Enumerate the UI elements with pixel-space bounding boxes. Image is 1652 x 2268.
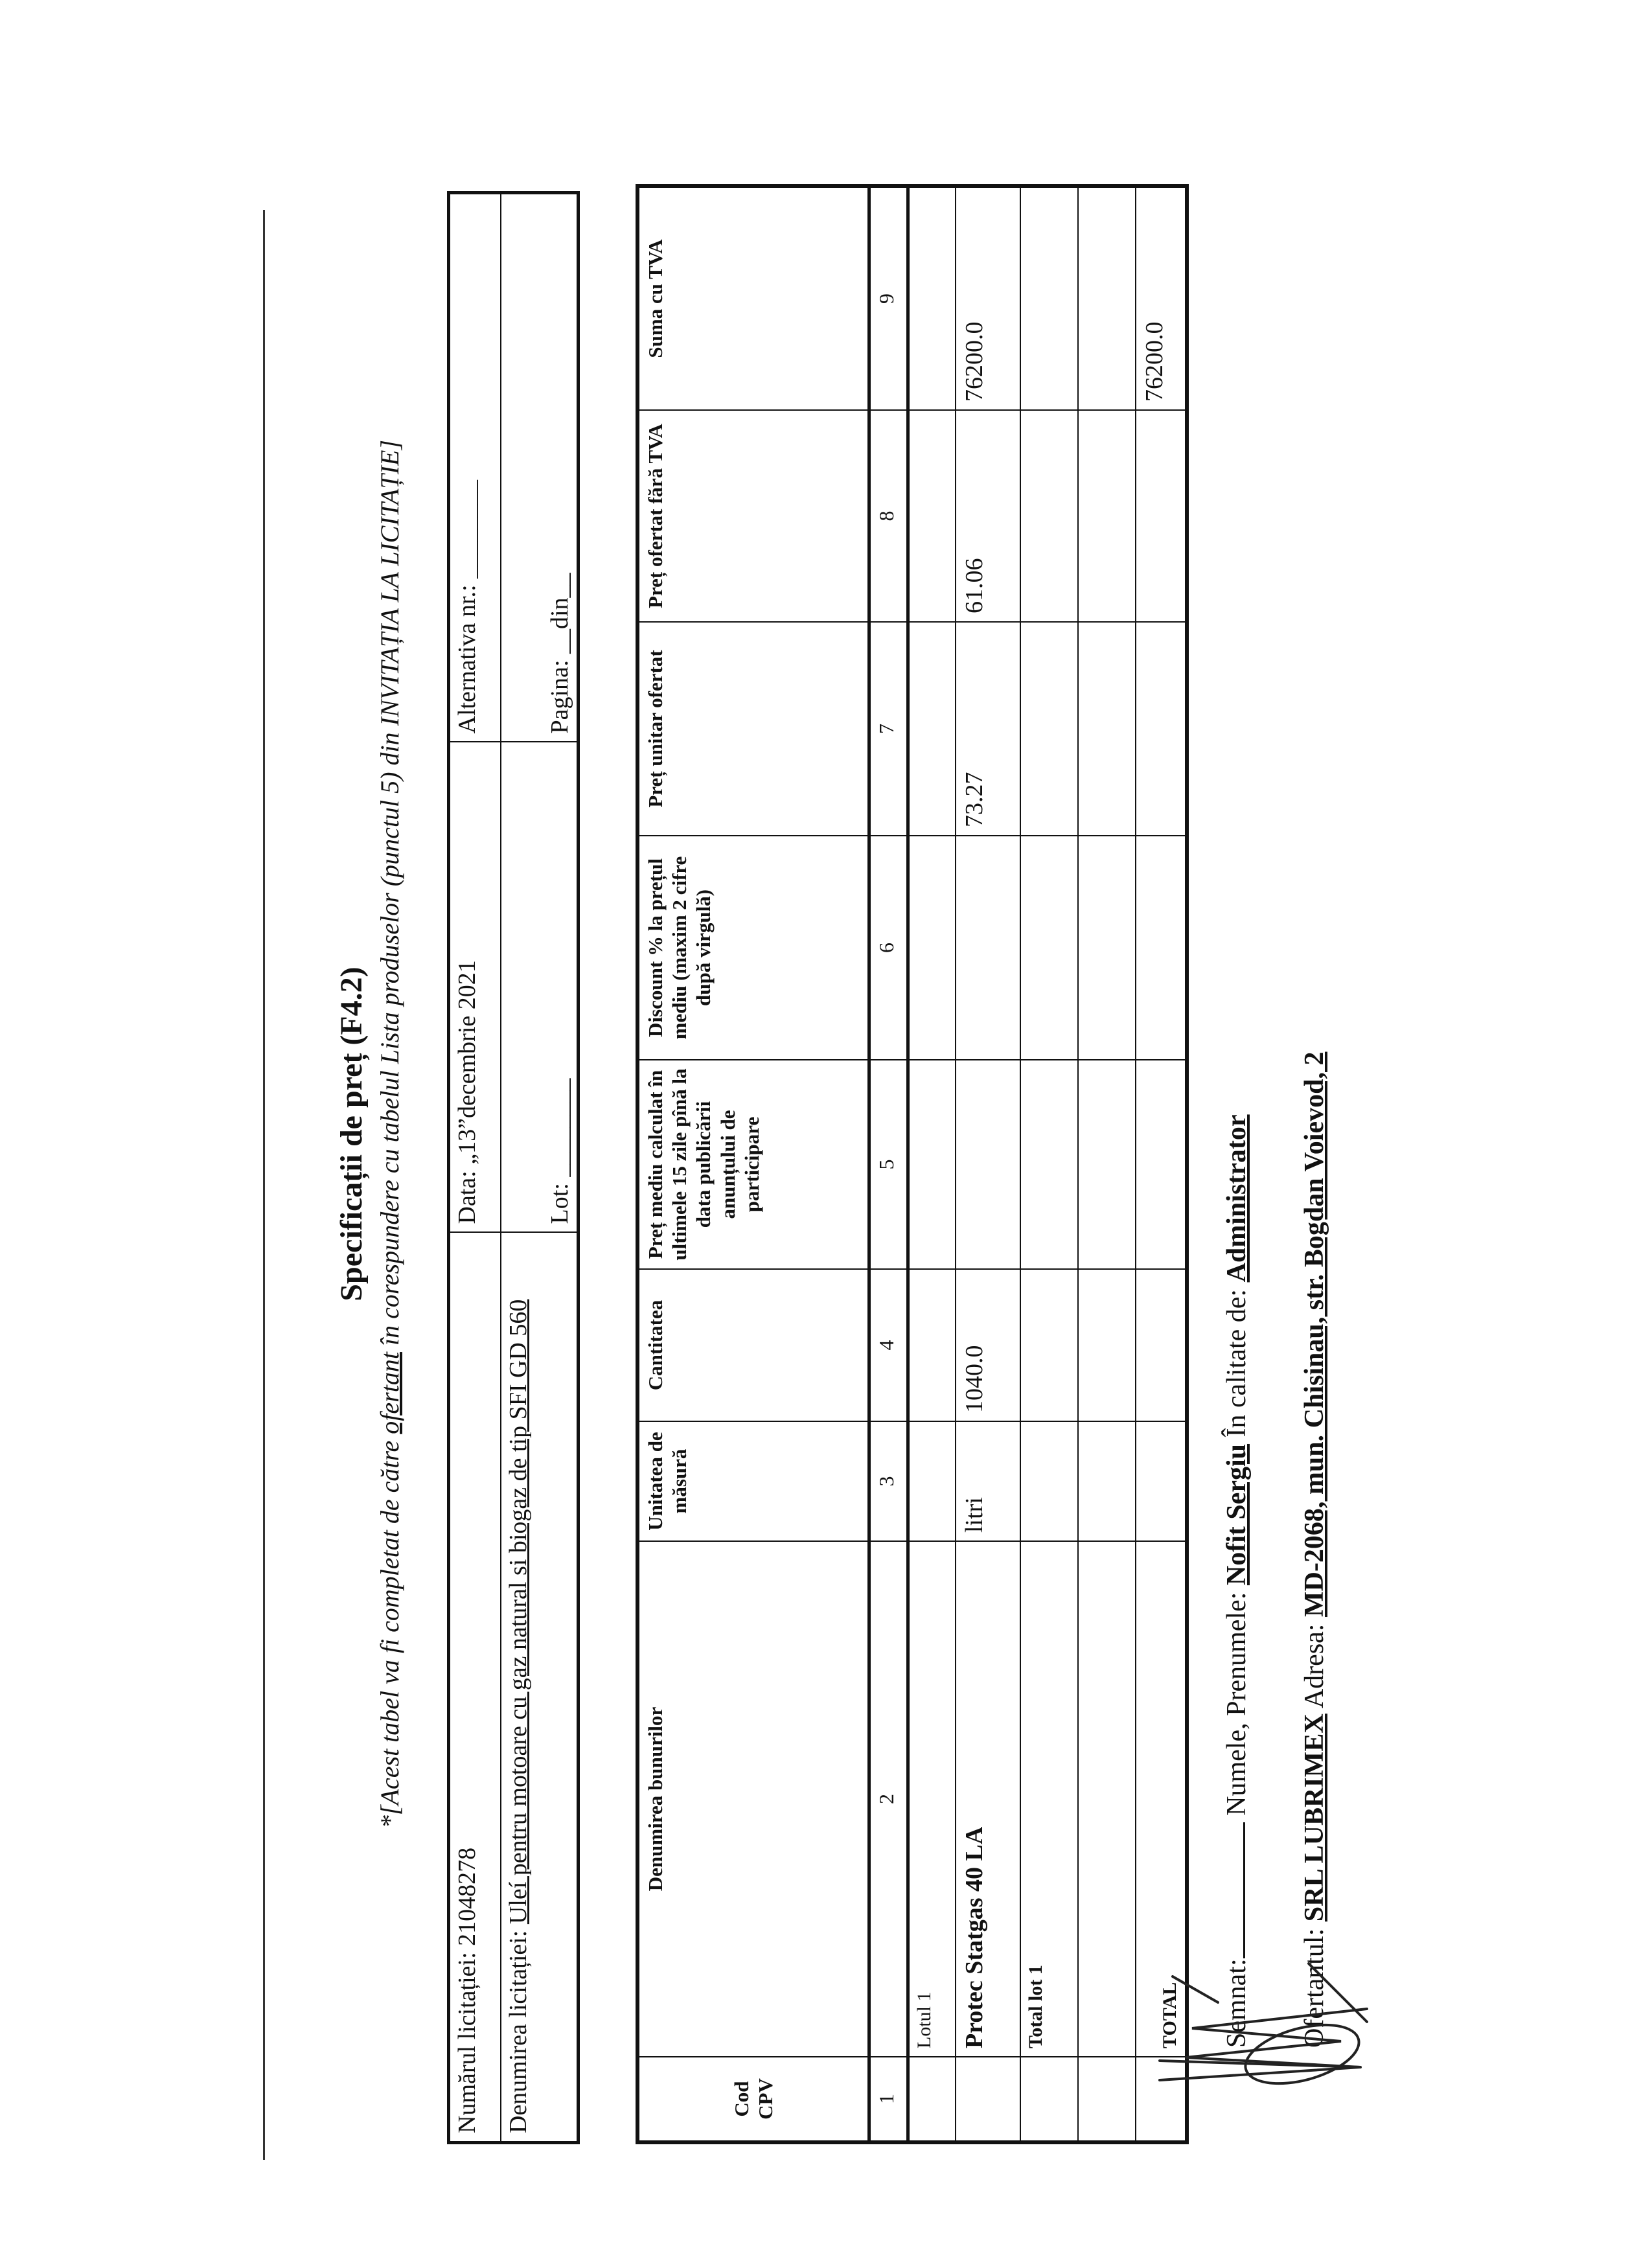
cell (908, 186, 956, 410)
cell (956, 1060, 1020, 1269)
col-number: 3 (869, 1421, 908, 1541)
cell (908, 2057, 956, 2142)
cell (1078, 622, 1136, 836)
cell (908, 1269, 956, 1421)
col-header: Denumirea bunurilor (637, 1541, 869, 2057)
table-row (1020, 186, 1078, 2142)
cell (1136, 410, 1187, 622)
cell (1078, 1269, 1136, 1421)
signed-label: Semnat: (1222, 1958, 1252, 2048)
cell (1078, 1421, 1136, 1541)
column-number-row (869, 186, 908, 2142)
cell: Total lot 1 (1020, 1541, 1078, 2057)
cell: 61.06 (956, 410, 1020, 622)
col-number: 2 (869, 1541, 908, 2057)
subtitle-text-end: în corespundere cu tabelul Lista produselor (punctul 5) din INVITAȚIA LA LICITAȚIE] (375, 439, 404, 1353)
cell (956, 2057, 1020, 2142)
cell (1078, 836, 1136, 1060)
col-header: Preț unitar ofertat (637, 622, 869, 836)
cell (908, 1421, 956, 1541)
table-row (1078, 186, 1136, 2142)
tender-name-value: Uleí pentru motoare cu gaz natural si biogaz de tip SFI GD 560 (504, 1299, 532, 1925)
bidder-address: MD-2068, mun. Chisinau, str. Bogdan Voievod, 2 (1300, 1051, 1329, 1618)
cell: 1040.0 (956, 1269, 1020, 1421)
page-number: Pagina: __din__ (501, 193, 579, 742)
col-number: 4 (869, 1269, 908, 1421)
top-rule (263, 210, 265, 2160)
col-header: Preț ofertat fără TVA (637, 410, 869, 622)
table-row (908, 186, 956, 2142)
cell: Protec Statgas 40 LA (956, 1541, 1020, 2057)
tender-number: Numărul licitației: 21048278 (449, 1233, 501, 2143)
table-header-row (637, 186, 869, 2142)
col-header: Discount % la prețul mediu (maxim 2 cifre după virgulă) (637, 836, 869, 1060)
col-number: 6 (869, 836, 908, 1060)
cell (1020, 2057, 1078, 2142)
price-spec-table (636, 184, 1189, 2144)
table-row (956, 186, 1020, 2142)
cell (1136, 836, 1187, 1060)
cell (1020, 836, 1078, 1060)
subtitle-text: *[Acest tabel va fi completat de către (375, 1434, 404, 1829)
cell (956, 836, 1020, 1060)
cell: 73.27 (956, 622, 1020, 836)
cell (1020, 1060, 1078, 1269)
lot: Lot: ________ (501, 742, 579, 1233)
cell: TOTAL (1136, 1541, 1187, 2057)
col-header: Cantitatea (637, 1269, 869, 1421)
page-subtitle (374, 0, 405, 2268)
cell (1020, 186, 1078, 410)
col-header: Cod CPV (637, 2057, 869, 2142)
col-number: 8 (869, 410, 908, 622)
signer-role: Administrator (1222, 1114, 1252, 1283)
col-header: Unitatea de măsură (637, 1421, 869, 1541)
tender-name-label: Denumirea licitației: (504, 1924, 532, 2133)
subtitle-underlined: ofertant (375, 1352, 404, 1434)
name-label: Numele, Prenumele: (1222, 1585, 1252, 1816)
signer-name: Nofit Sergiu (1222, 1443, 1252, 1586)
cell (908, 1060, 956, 1269)
cell (1078, 1060, 1136, 1269)
cell (1136, 1060, 1187, 1269)
cell (1078, 2057, 1136, 2142)
col-header: Preț mediu calculat în ultimele 15 zile pînă la data publicării anunțului de participare (637, 1060, 869, 1269)
tender-name (501, 1233, 579, 2143)
page-title: Specificații de preț (F4.2) (334, 967, 369, 1301)
handwritten-signature (1147, 1782, 1380, 2171)
cell (1078, 1541, 1136, 2057)
tender-info-table (447, 191, 580, 2144)
cell: 76200.0 (956, 186, 1020, 410)
cell (1020, 622, 1078, 836)
tender-date: Data: „13”decembrie 2021 (449, 742, 501, 1233)
cell (908, 836, 956, 1060)
col-number: 5 (869, 1060, 908, 1269)
cell (1020, 1421, 1078, 1541)
cell (908, 410, 956, 622)
cell: 76200.0 (1136, 186, 1187, 410)
cell (1136, 1421, 1187, 1541)
col-header: Suma cu TVA (637, 186, 869, 410)
cell (1136, 1269, 1187, 1421)
cell (1136, 622, 1187, 836)
alternative-number: Alternativa nr.: ________ (449, 193, 501, 742)
cell: litri (956, 1421, 1020, 1541)
col-number: 7 (869, 622, 908, 836)
role-label: În calitate de: (1222, 1282, 1252, 1444)
cell (908, 622, 956, 836)
address-label: Adresa: (1300, 1617, 1329, 1714)
cell (1078, 410, 1136, 622)
cell (1020, 410, 1078, 622)
cell (1078, 186, 1136, 410)
bidder-name: SRL LUBRIMEX (1300, 1713, 1329, 1922)
cell: Lotul 1 (908, 1541, 956, 2057)
col-number: 1 (869, 2057, 908, 2142)
col-number: 9 (869, 186, 908, 410)
bidder-label: Ofertantul: (1300, 1921, 1329, 2048)
cell (1020, 1269, 1078, 1421)
